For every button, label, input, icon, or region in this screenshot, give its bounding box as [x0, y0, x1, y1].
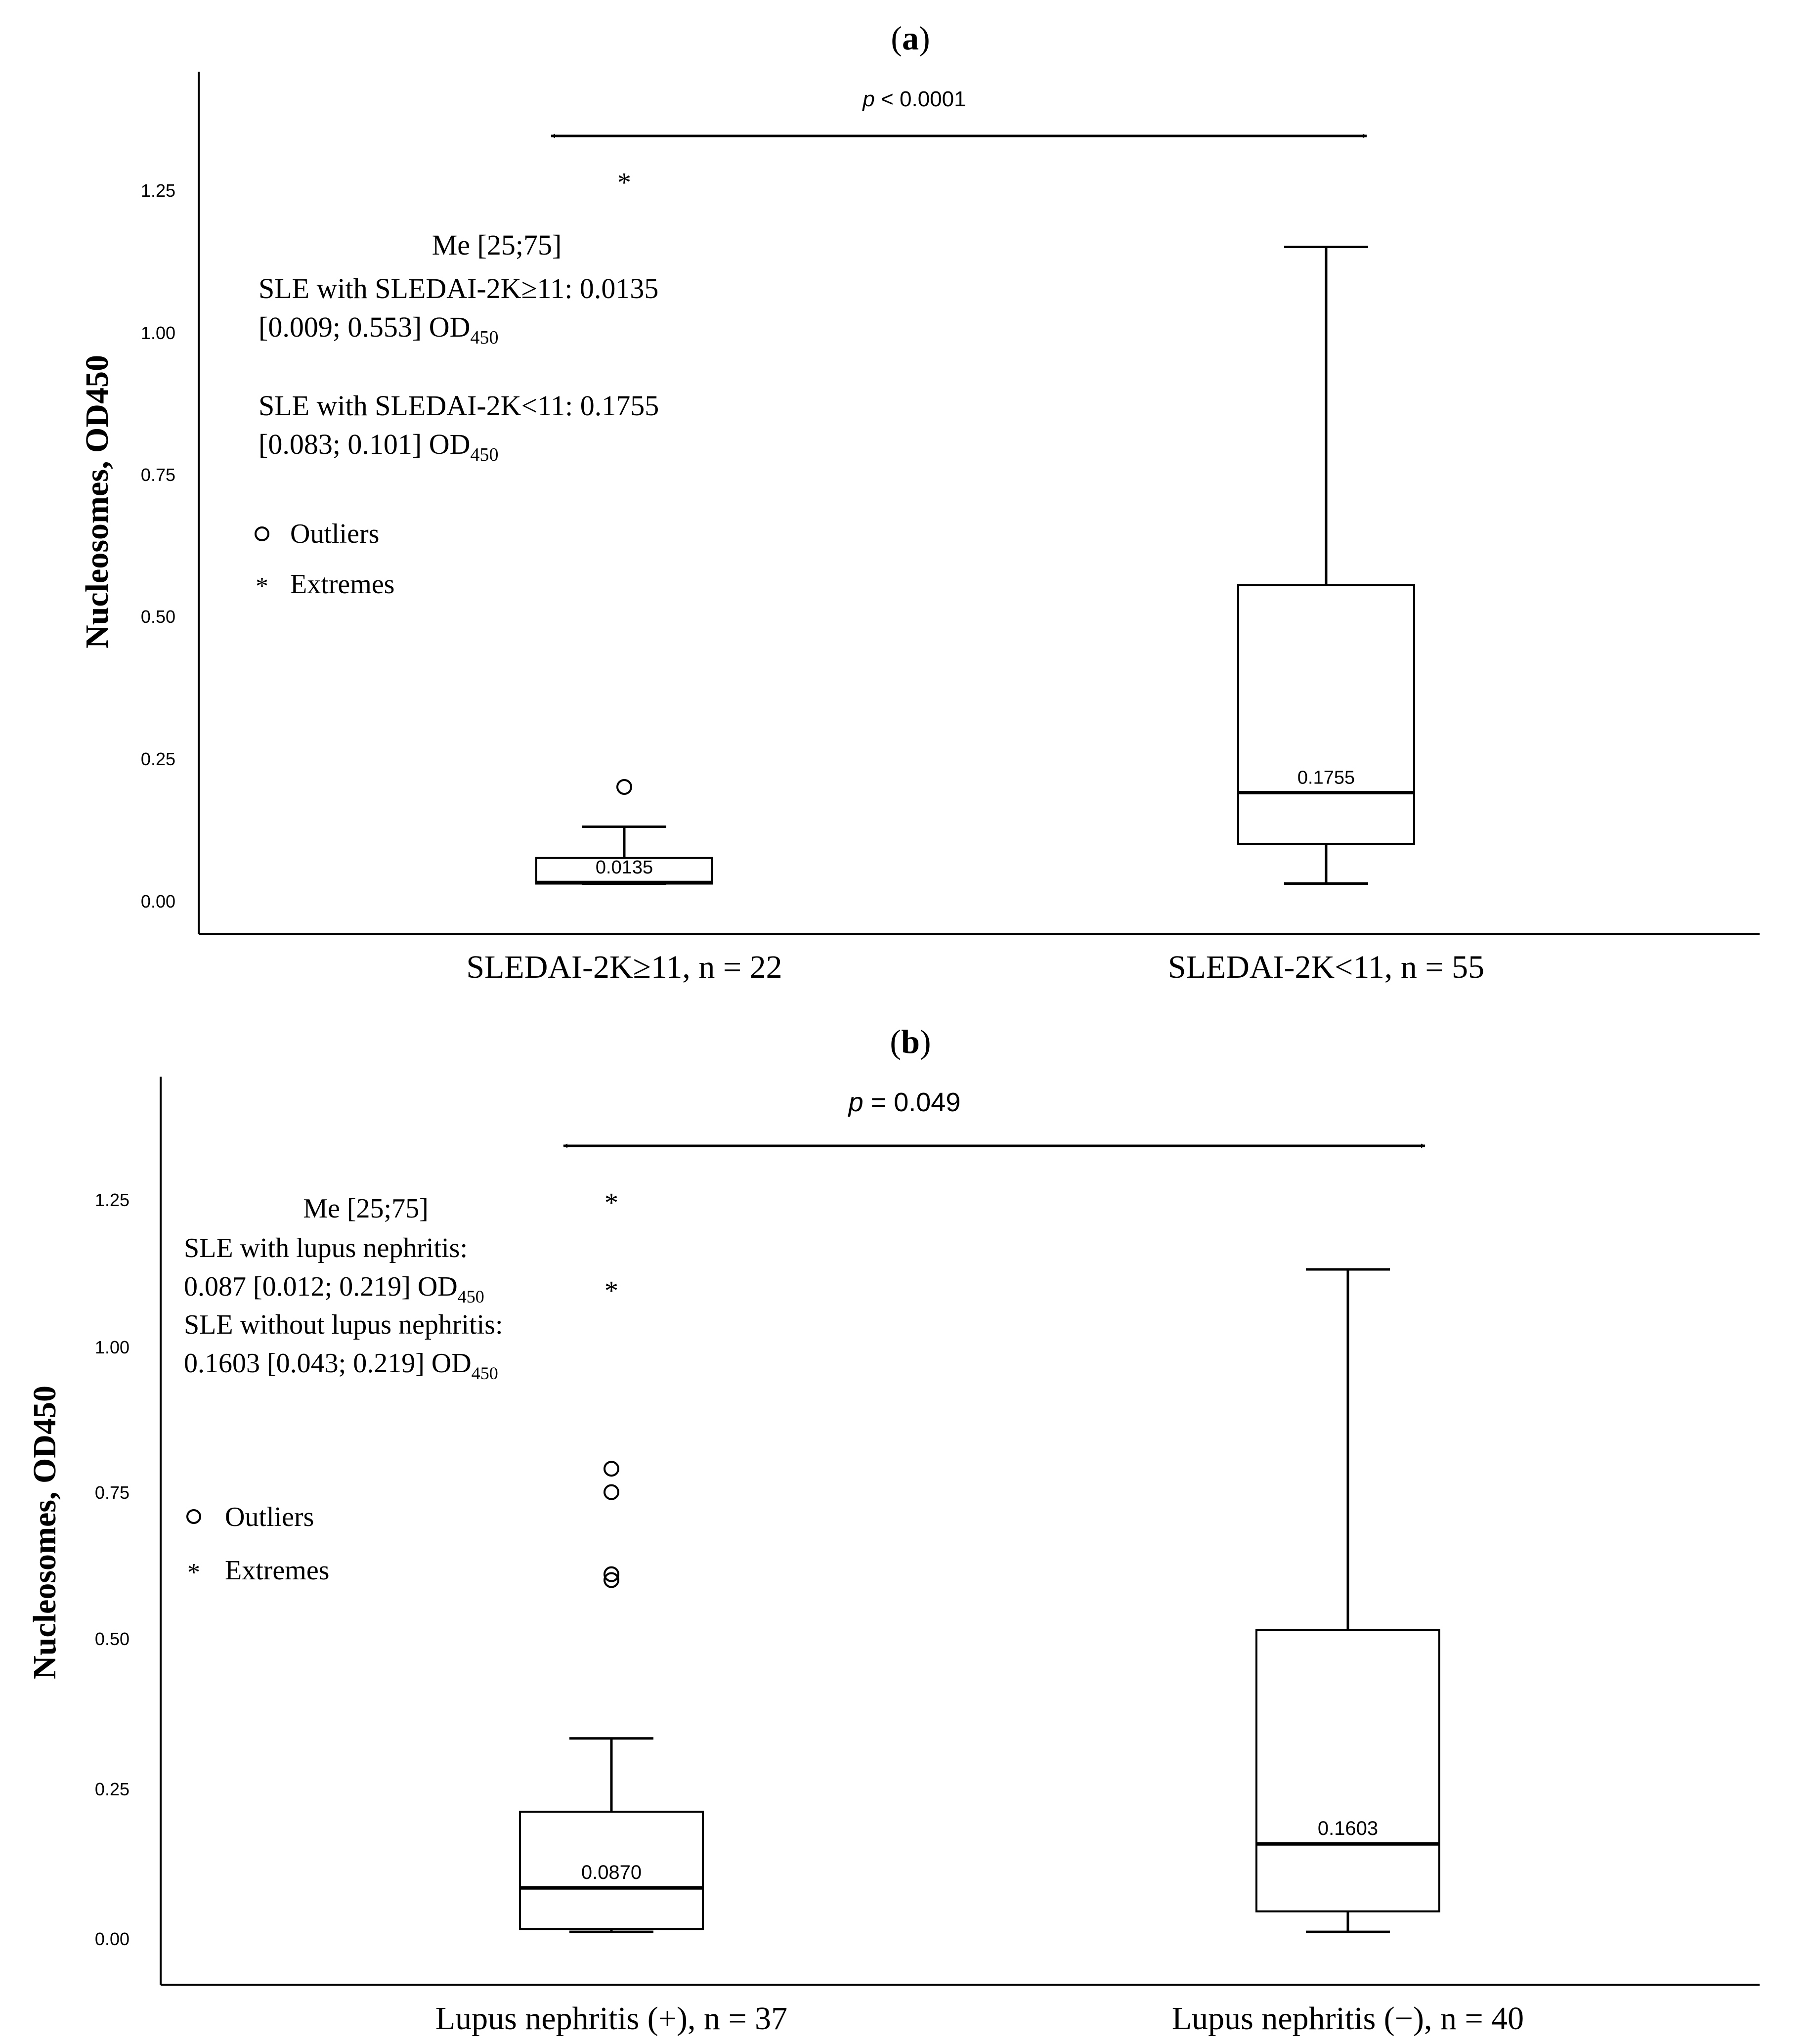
- y-tick-label: 0.00: [140, 891, 175, 912]
- extreme-legend-icon: *: [187, 1559, 200, 1587]
- box-plot-marks: [536, 168, 1414, 884]
- legend: [187, 1502, 329, 1587]
- stats-line: [0.083; 0.101] $OD_{450}$: [259, 428, 499, 465]
- p-value-label: p < 0.0001: [863, 87, 966, 111]
- panel-b: [27, 1023, 1760, 2037]
- y-tick-label: 0.25: [94, 1779, 129, 1799]
- extreme-point: *: [604, 1187, 618, 1218]
- y-tick-label: 0.00: [94, 1929, 129, 1949]
- panel-label: (b): [890, 1023, 931, 1060]
- median-label: 0.0870: [581, 1862, 642, 1884]
- legend-outliers-label: Outliers: [290, 519, 380, 549]
- x-category-label: SLEDAI-2K<11, n = 55: [1167, 949, 1485, 985]
- x-category-label: Lupus nephritis (−), n = 40: [1171, 2001, 1524, 2037]
- y-tick-label: 1.00: [140, 323, 175, 343]
- y-tick-label: 1.25: [94, 1190, 129, 1210]
- box: [1256, 1630, 1439, 1911]
- p-value-label: p = 0.049: [848, 1087, 961, 1117]
- y-axis-label: Nucleosomes, OD450: [79, 355, 115, 649]
- y-tick-label: 1.00: [94, 1337, 129, 1357]
- stats-heading: Me [25;75]: [431, 229, 562, 261]
- median-label: 0.0135: [595, 857, 653, 878]
- extreme-point: *: [604, 1275, 618, 1306]
- box-plot-marks: [520, 1188, 1439, 1932]
- y-tick-label: 0.25: [140, 749, 175, 769]
- panel-label: (a): [891, 19, 930, 57]
- y-tick-labels: [95, 1190, 129, 1949]
- panel-a: [79, 19, 1760, 985]
- outlier-legend-icon: [187, 1510, 200, 1523]
- stats-line: 0.087 [0.012; 0.219] $OD_{450}$: [184, 1271, 484, 1306]
- median-label: 0.1603: [1317, 1818, 1379, 1840]
- y-tick-label: 0.75: [94, 1482, 129, 1503]
- legend: [256, 519, 394, 601]
- median-label: 0.1755: [1297, 767, 1355, 788]
- extreme-point: *: [617, 167, 631, 198]
- stats-annotation: [259, 229, 659, 465]
- y-tick-label: 0.50: [94, 1629, 129, 1649]
- extreme-legend-icon: *: [256, 572, 268, 601]
- stats-line: 0.1603 [0.043; 0.219] $OD_{450}$: [184, 1348, 498, 1383]
- stats-annotation: [184, 1193, 503, 1383]
- stats-line: SLE with SLEDAI-2K≥11: 0.0135: [259, 272, 659, 304]
- box: [1238, 585, 1414, 844]
- stats-line: [0.009; 0.553] $OD_{450}$: [259, 311, 499, 348]
- stats-line: SLE with SLEDAI-2K<11: 0.1755: [259, 390, 659, 422]
- legend-outliers-label: Outliers: [225, 1502, 314, 1532]
- stats-line: SLE without lupus nephritis:: [184, 1309, 503, 1340]
- legend-extremes-label: Extremes: [290, 569, 395, 600]
- y-tick-labels: [141, 180, 175, 912]
- y-tick-label: 0.50: [140, 607, 175, 627]
- outlier-point: [604, 1485, 618, 1499]
- outlier-legend-icon: [256, 527, 268, 540]
- x-category-label: Lupus nephritis (+), n = 37: [435, 2001, 788, 2037]
- y-axis-label: Nucleosomes, OD450: [27, 1386, 63, 1679]
- stats-line: SLE with lupus nephritis:: [184, 1233, 468, 1263]
- stats-heading: Me [25;75]: [303, 1193, 429, 1224]
- x-category-label: SLEDAI-2K≥11, n = 22: [466, 949, 782, 985]
- y-tick-label: 0.75: [140, 465, 175, 485]
- outlier-point: [617, 780, 631, 794]
- outlier-point: [604, 1462, 618, 1476]
- y-tick-label: 1.25: [140, 180, 175, 201]
- legend-extremes-label: Extremes: [225, 1555, 330, 1586]
